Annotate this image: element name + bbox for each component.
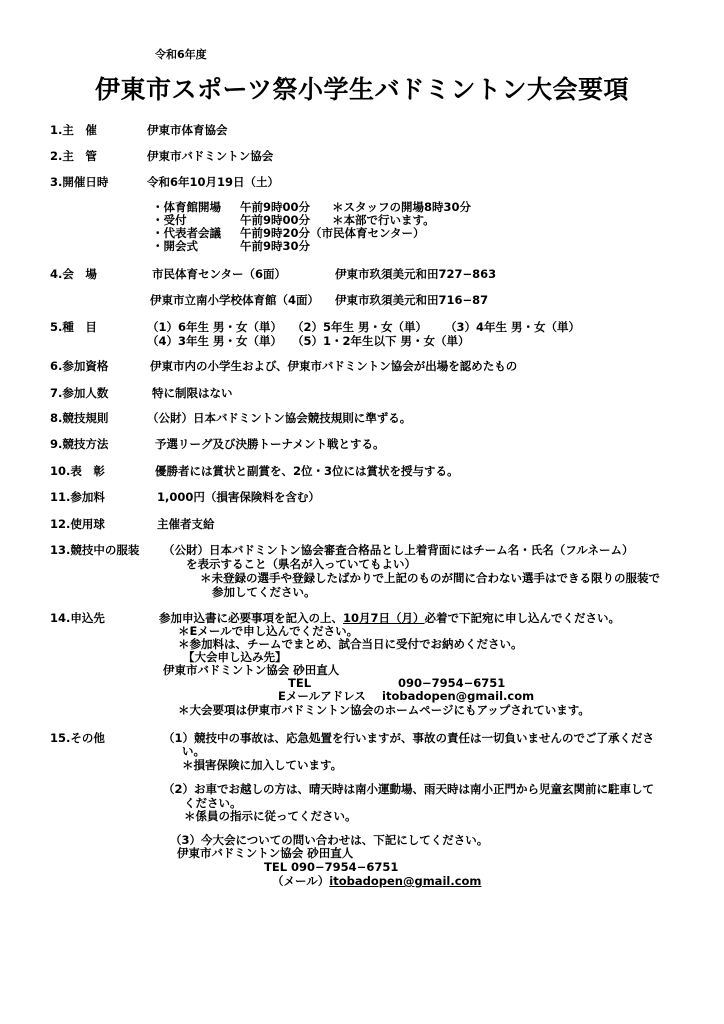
section-2-label: 2.主 管 — [50, 149, 97, 163]
schedule-item-name: ・開会式 — [152, 239, 198, 253]
event-item: （5）1・2年生以下 男・女（単） — [292, 334, 470, 348]
other-item-1: （1）競技中の事故は、応急処置を行いますが、事故の責任は一切負いませんのでご了承くださ — [163, 731, 654, 745]
event-item: （2）5年生 男・女（単） — [292, 320, 428, 334]
section-5-label: 5.種 目 — [50, 320, 97, 334]
schedule-item-name: ・受付 — [152, 213, 187, 227]
contact-name: 伊東市バドミントン協会 砂田直人 — [163, 663, 340, 677]
email-line — [272, 874, 481, 888]
schedule-item-note: ＊本部で行います。 — [332, 213, 435, 227]
schedule-item-time: 午前9時20分（市民体育センター） — [240, 226, 425, 240]
venue-address: 伊東市玖須美元和田716−87 — [335, 293, 489, 307]
section-9-label: 9.競技方法 — [50, 437, 109, 451]
other-item-2-cont: ください。 — [184, 796, 242, 810]
section-14-note: ＊Eメールで申し込んでください。 — [178, 624, 359, 638]
section-15-label: 15.その他 — [50, 731, 105, 745]
section-8-label: 8.競技規則 — [50, 411, 109, 425]
section-10-label: 10.表 彰 — [50, 464, 105, 478]
event-item: （1）6年生 男・女（単） — [147, 320, 283, 334]
section-12-label: 12.使用球 — [50, 517, 105, 531]
other-item-2-note: ＊係員の指示に従ってください。 — [184, 809, 357, 823]
section-12-value: 主催者支給 — [157, 517, 215, 531]
application-heading: 【大会申し込み先】 — [183, 650, 287, 664]
section-6-value: 伊東市内の小学生および、伊東市バドミントン協会が出場を認めたもの — [150, 359, 518, 373]
section-7-value: 特に制限はない — [152, 386, 233, 400]
email-address: itobadopen@gmail.com — [382, 689, 535, 703]
section-13-text: （公財）日本バドミントン協会審査合格品とし上着背面にはチーム名・氏名（フルネーム） — [163, 543, 634, 557]
section-4-label: 4.会 場 — [50, 267, 97, 281]
schedule-item-name: ・体育館開場 — [152, 200, 221, 214]
other-item-1-cont: い。 — [182, 744, 205, 758]
application-instruction: 参加申込書に必要事項を記入の上、 — [159, 611, 343, 625]
event-item: （3）4年生 男・女（単） — [445, 320, 581, 334]
section-14-note: ＊大会要項は伊東市バドミントン協会のホームページにもアップされています。 — [178, 703, 590, 717]
other-item-3: （3）今大会についての問い合わせは、下記にしてください。 — [170, 833, 489, 847]
schedule-item-time: 午前9時30分 — [240, 239, 311, 253]
venue-name: 伊東市立南小学校体育館（4面） — [150, 293, 319, 307]
tel-number: TEL 090−7954−6751 — [264, 860, 399, 874]
schedule-item-time: 午前9時00分 — [240, 213, 311, 227]
fiscal-year: 令和6年度 — [155, 48, 207, 61]
email-label: （メール） — [272, 874, 330, 888]
other-item-1-note: ＊損害保険に加入しています。 — [182, 758, 343, 772]
section-3-label: 3.開催日時 — [50, 175, 109, 189]
section-6-label: 6.参加資格 — [50, 359, 109, 373]
section-2-value: 伊東市バドミントン協会 — [147, 149, 274, 163]
section-8-value: （公財）日本バドミントン協会競技規則に準ずる。 — [147, 411, 412, 425]
venue-name: 市民体育センター（6面） — [152, 267, 287, 281]
section-1-label: 1.主 催 — [50, 123, 97, 137]
schedule-item-time: 午前9時00分 — [240, 200, 311, 214]
schedule-item-note: ＊スタッフの開場8時30分 — [332, 200, 472, 214]
section-9-value: 予選リーグ及び決勝トーナメント戦とする。 — [155, 437, 385, 451]
section-14-text — [159, 611, 620, 625]
contact-name: 伊東市バドミントン協会 砂田直人 — [177, 846, 354, 860]
venue-address: 伊東市玖須美元和田727−863 — [335, 267, 497, 281]
section-11-label: 11.参加料 — [50, 490, 105, 504]
section-13-label: 13.競技中の服装 — [50, 543, 140, 557]
section-7-label: 7.参加人数 — [50, 386, 109, 400]
email-link[interactable]: itobadopen@gmail.com — [329, 874, 482, 888]
tel-number: 090−7954−6751 — [398, 676, 506, 690]
application-instruction-end: 必着で下記宛に申し込んでください。 — [424, 611, 621, 625]
section-13-note: 参加してください。 — [212, 585, 316, 599]
section-13-text: を表示すること（県名が入っていてもよい） — [186, 557, 416, 571]
section-3-value: 令和6年10月19日（土） — [147, 175, 280, 189]
section-11-value: 1,000円（損害保険料を含む） — [157, 490, 320, 504]
application-deadline: 10月7日（月） — [343, 611, 425, 625]
page-title: 伊東市スポーツ祭小学生バドミントン大会要項 — [94, 75, 629, 104]
schedule-item-name: ・代表者会議 — [152, 226, 221, 240]
section-13-note: ＊未登録の選手や登録したばかりで上記のものが間に合わない選手はできる限りの服装で — [200, 571, 660, 585]
section-14-note: ＊参加料は、チームでまとめ、試合当日に受付でお納めください。 — [178, 637, 523, 651]
section-14-label: 14.申込先 — [50, 611, 105, 625]
other-item-2: （2）お車でお越しの方は、晴天時は南小運動場、雨天時は南小正門から児童玄関前に駐車して — [163, 782, 654, 796]
event-item: （4）3年生 男・女（単） — [147, 334, 283, 348]
tel-label: TEL — [288, 676, 312, 690]
section-1-value: 伊東市体育協会 — [147, 123, 228, 137]
section-10-value: 優勝者には賞状と副賞を、2位・3位には賞状を授与する。 — [155, 464, 459, 478]
email-label: Eメールアドレス — [278, 689, 366, 703]
